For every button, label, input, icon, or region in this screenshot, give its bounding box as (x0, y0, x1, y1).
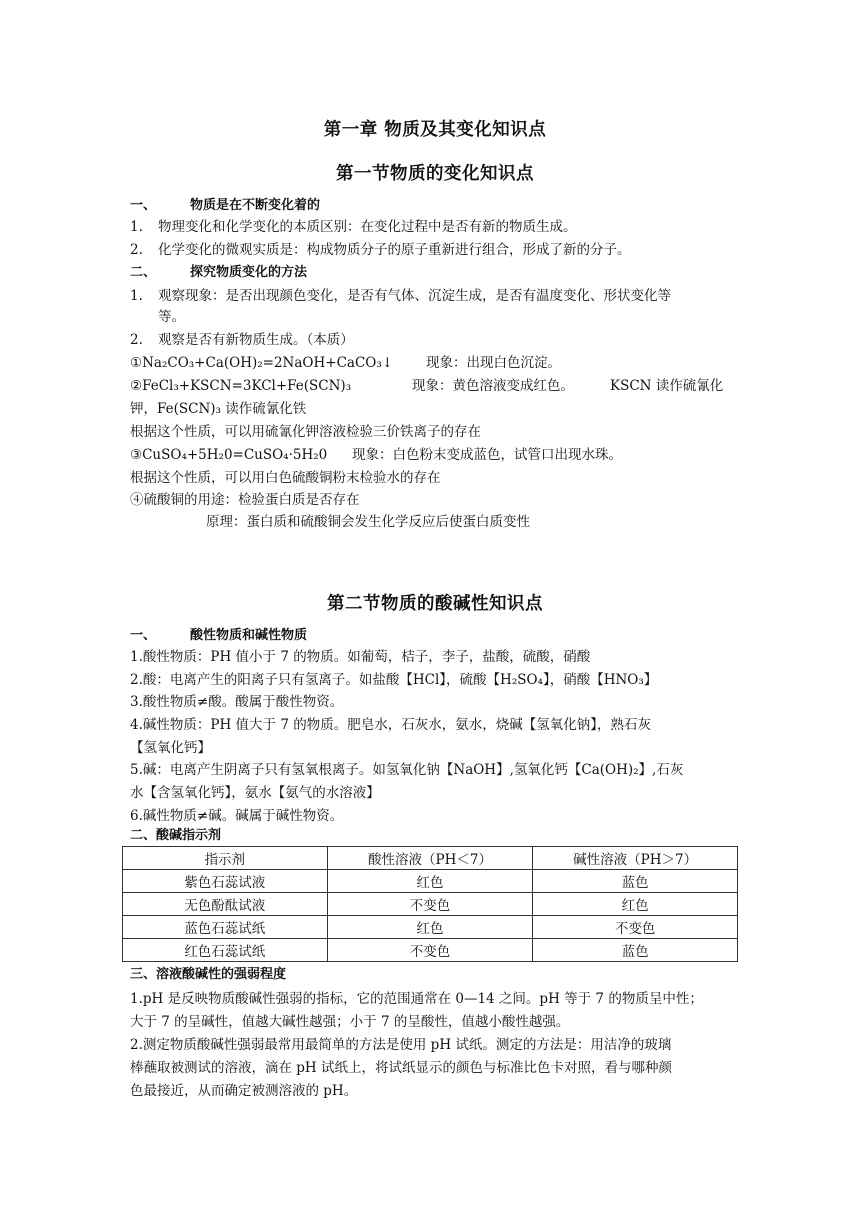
list-item-continuation: 【氢氧化钙】 (130, 740, 211, 756)
list-item: 4.碱性物质：PH 值大于 7 的物质。肥皂水，石灰水，氨水，烧碱【氢氧化钠】，熟石灰 (130, 717, 651, 733)
table-cell: 紫色石蕊试液 (123, 870, 328, 893)
heading-2-3: 三、溶液酸碱性的强弱程度 (130, 967, 287, 982)
table-cell: 红色石蕊试纸 (123, 939, 328, 962)
table-cell: 蓝色 (533, 870, 738, 893)
heading-number: 一、 (130, 628, 157, 643)
list-item (130, 286, 740, 306)
list-item: 5.碱：电离产生阴离子只有氢氧根离子。如氢氧化钠【NaOH】,氢氧化钙【Ca(OH)₂】,石灰 (130, 762, 684, 778)
reaction-2 (130, 376, 740, 396)
table-row (123, 870, 738, 893)
reaction-observation: 现象：白色粉末变成蓝色，试管口出现水珠。 (352, 447, 622, 463)
item-text: 物理变化和化学变化的本质区别：在变化过程中是否有新的物质生成。 (158, 219, 577, 235)
heading-1-2 (130, 263, 740, 283)
heading-number: 一、 (130, 198, 157, 213)
reaction-observation: 现象：出现白色沉淀。 (426, 355, 561, 371)
list-item: 1.酸性物质：PH 值小于 7 的物质。如葡萄，桔子，李子，盐酸，硫酸，硝酸 (130, 649, 591, 665)
heading-2-1 (130, 626, 740, 646)
reaction-2-use: 根据这个性质，可以用硫氰化钾溶液检验三价铁离子的存在 (130, 424, 481, 440)
list-item-continuation: 等。 (158, 309, 185, 325)
list-item (130, 217, 740, 237)
list-item (130, 330, 740, 350)
reaction-observation: 现象：黄色溶液变成红色。 (412, 378, 574, 394)
reaction-equation: ②FeCl₃+KSCN=3KCl+Fe(SCN)₃ (130, 378, 352, 394)
table-cell: 红色 (327, 870, 533, 893)
table-cell: 蓝色 (533, 939, 738, 962)
item-number: 2. (130, 242, 143, 258)
item-text: 化学变化的微观实质是：构成物质分子的原子重新进行组合，形成了新的分子。 (158, 242, 631, 258)
table-header-cell: 酸性溶液（PH＜7） (327, 847, 533, 870)
section-1-title: 第一节物质的变化知识点 (336, 164, 534, 184)
reaction-note: KSCN 读作硫氰化 (610, 378, 724, 394)
heading-text: 探究物质变化的方法 (190, 265, 308, 280)
heading-1-1 (130, 196, 740, 216)
table-cell: 红色 (533, 893, 738, 916)
reaction-2-continuation: 钾，Fe(SCN)₃ 读作硫氰化铁 (130, 401, 307, 417)
heading-text: 物质是在不断变化着的 (190, 198, 321, 213)
heading-2-2: 二、酸碱指示剂 (130, 828, 222, 843)
table-row (123, 939, 738, 962)
indicator-table (122, 846, 738, 962)
paragraph-line: 棒蘸取被测试的溶液，滴在 pH 试纸上，将试纸显示的颜色与标准比色卡对照，看与哪种颜 (130, 1060, 672, 1076)
section-2-title: 第二节物质的酸碱性知识点 (327, 594, 543, 614)
item-number: 2. (130, 332, 143, 348)
paragraph-line: 2.测定物质酸碱性强弱最常用最简单的方法是使用 pH 试纸。测定的方法是：用洁净的玻璃 (130, 1037, 672, 1053)
copper-sulfate-principle: 原理：蛋白质和硫酸铜会发生化学反应后使蛋白质变性 (206, 514, 530, 530)
item-text: 观察现象：是否出现颜色变化，是否有气体、沉淀生成，是否有温度变化、形状变化等 (158, 288, 671, 304)
table-row (123, 893, 738, 916)
paragraph-line: 大于 7 的呈碱性，值越大碱性越强；小于 7 的呈酸性，值越小酸性越强。 (130, 1014, 570, 1030)
table-header-cell: 碱性溶液（PH＞7） (533, 847, 738, 870)
reaction-3 (130, 445, 740, 465)
item-text: 观察是否有新物质生成。（本质） (158, 332, 354, 348)
item-number: 1. (130, 219, 143, 235)
table-header-row (123, 847, 738, 870)
reaction-3-use: 根据这个性质，可以用白色硫酸铜粉末检验水的存在 (130, 470, 441, 486)
table-cell: 蓝色石蕊试纸 (123, 916, 328, 939)
list-item: 2.酸：电离产生的阳离子只有氢离子。如盐酸【HCl】，硫酸【H₂SO₄】，硝酸【HNO₃】 (130, 672, 658, 688)
reaction-1 (130, 353, 740, 373)
table-cell: 无色酚酞试液 (123, 893, 328, 916)
item-number: 1. (130, 288, 143, 304)
list-item: 3.酸性物质≠酸。酸属于酸性物资。 (130, 694, 344, 710)
paragraph-line: 色最接近，从而确定被测溶液的 pH。 (130, 1083, 358, 1099)
table-cell: 红色 (327, 916, 533, 939)
copper-sulfate-use: ④硫酸铜的用途：检验蛋白质是否存在 (130, 492, 360, 508)
heading-number: 二、 (130, 265, 157, 280)
table-row (123, 916, 738, 939)
reaction-equation: ①Na₂CO₃+Ca(OH)₂=2NaOH+CaCO₃↓ (130, 355, 394, 371)
paragraph-line: 1.pH 是反映物质酸碱性强弱的指标，它的范围通常在 0—14 之间。pH 等于 7 的物质呈中性； (130, 991, 703, 1007)
table-cell: 不变色 (533, 916, 738, 939)
table-header-cell: 指示剂 (123, 847, 328, 870)
heading-text: 酸性物质和碱性物质 (190, 628, 308, 643)
chapter-title: 第一章 物质及其变化知识点 (323, 120, 547, 140)
table-cell: 不变色 (327, 939, 533, 962)
list-item: 6.碱性物质≠碱。碱属于碱性物资。 (130, 808, 344, 824)
reaction-equation: ③CuSO₄+5H₂0=CuSO₄·5H₂0 (130, 447, 328, 463)
list-item (130, 240, 740, 260)
table-cell: 不变色 (327, 893, 533, 916)
list-item-continuation: 水【含氢氧化钙】，氨水【氨气的水溶液】 (130, 785, 380, 801)
